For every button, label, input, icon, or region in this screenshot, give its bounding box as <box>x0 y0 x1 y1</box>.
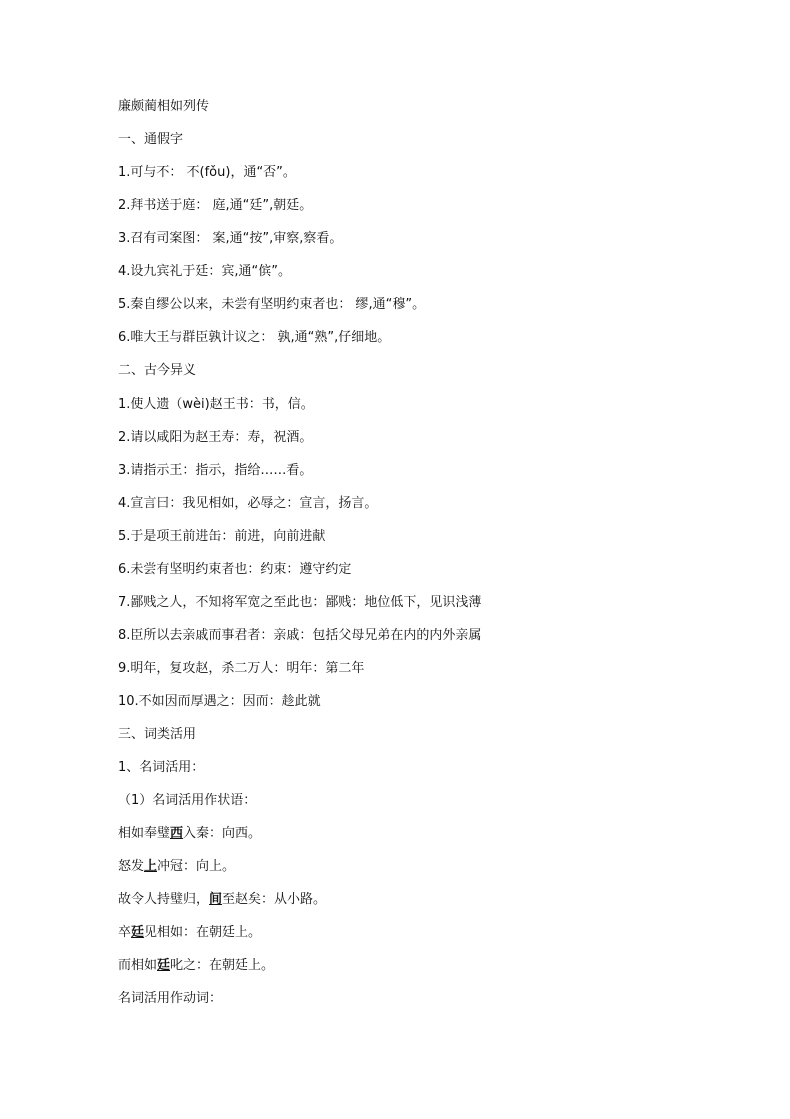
emphasized-word: 廷 <box>131 925 145 940</box>
list-item: 5.于是项王前进缶：前进，向前进献 <box>118 529 326 544</box>
subheading: 名词活用作动词： <box>118 991 223 1006</box>
list-item: 5.秦自缪公以来，未尝有坚明约束者也： 缪,通“穆”。 <box>118 297 426 312</box>
example-text: 故令人持璧归， <box>118 892 210 907</box>
list-item: 4.设九宾礼于廷：宾,通“傧”。 <box>118 264 292 279</box>
section-heading-gujinyiyi: 二、古今异义 <box>118 363 197 378</box>
subheading: （1）名词活用作状语： <box>118 793 257 808</box>
example-text: 见相如：在朝廷上。 <box>144 925 262 940</box>
emphasized-word: 西 <box>170 826 184 841</box>
list-item: 4.宣言曰：我见相如，必辱之：宣言，扬言。 <box>118 496 378 511</box>
list-item: 2.请以咸阳为赵王寿：寿，祝酒。 <box>118 430 313 445</box>
example-line <box>118 825 261 843</box>
list-item: 3.请指示王：指示，指给……看。 <box>118 463 313 478</box>
example-text: 而相如 <box>118 958 158 973</box>
example-text: 相如奉璧 <box>118 826 171 841</box>
list-item: 1.可与不： 不(fǒu)，通“否”。 <box>118 165 296 180</box>
emphasized-word: 上 <box>144 859 158 874</box>
example-text: 怒发 <box>118 859 145 874</box>
example-line <box>118 858 235 876</box>
example-text: 至赵矣：从小路。 <box>222 892 327 907</box>
list-item: 6.唯大王与群臣孰计议之： 孰,通“熟”,仔细地。 <box>118 330 391 345</box>
list-item: 1.使人遗（wèi)赵王书：书，信。 <box>118 397 314 412</box>
example-text: 入秦：向西。 <box>183 826 262 841</box>
list-item: 8.臣所以去亲戚而事君者：亲戚：包括父母兄弟在内的内外亲属 <box>118 628 482 643</box>
section-heading-tongjiazi: 一、通假字 <box>118 132 184 147</box>
example-text: 叱之：在朝廷上。 <box>170 958 275 973</box>
emphasized-word: 间 <box>209 892 223 907</box>
example-line <box>118 924 261 942</box>
list-item: 6.未尝有坚明约束者也：约束：遵守约定 <box>118 562 352 577</box>
list-item: 7.鄙贱之人，不知将军宽之至此也：鄙贱：地位低下，见识浅薄 <box>118 595 482 610</box>
list-item: 3.召有司案图： 案,通“按”,审察,察看。 <box>118 231 343 246</box>
emphasized-word: 廷 <box>157 958 171 973</box>
list-item: 9.明年，复攻赵，杀二万人：明年：第二年 <box>118 661 365 676</box>
section-heading-cileihuoyong: 三、词类活用 <box>118 727 197 742</box>
example-line <box>118 891 326 909</box>
list-item: 2.拜书送于庭： 庭,通“廷”,朝廷。 <box>118 198 313 213</box>
subheading: 1、名词活用： <box>118 760 205 775</box>
list-item: 10.不如因而厚遇之：因而：趁此就 <box>118 694 321 709</box>
example-line <box>118 957 274 975</box>
example-text: 卒 <box>118 925 132 940</box>
example-text: 冲冠：向上。 <box>157 859 236 874</box>
document-title: 廉颇蔺相如列传 <box>118 99 210 114</box>
